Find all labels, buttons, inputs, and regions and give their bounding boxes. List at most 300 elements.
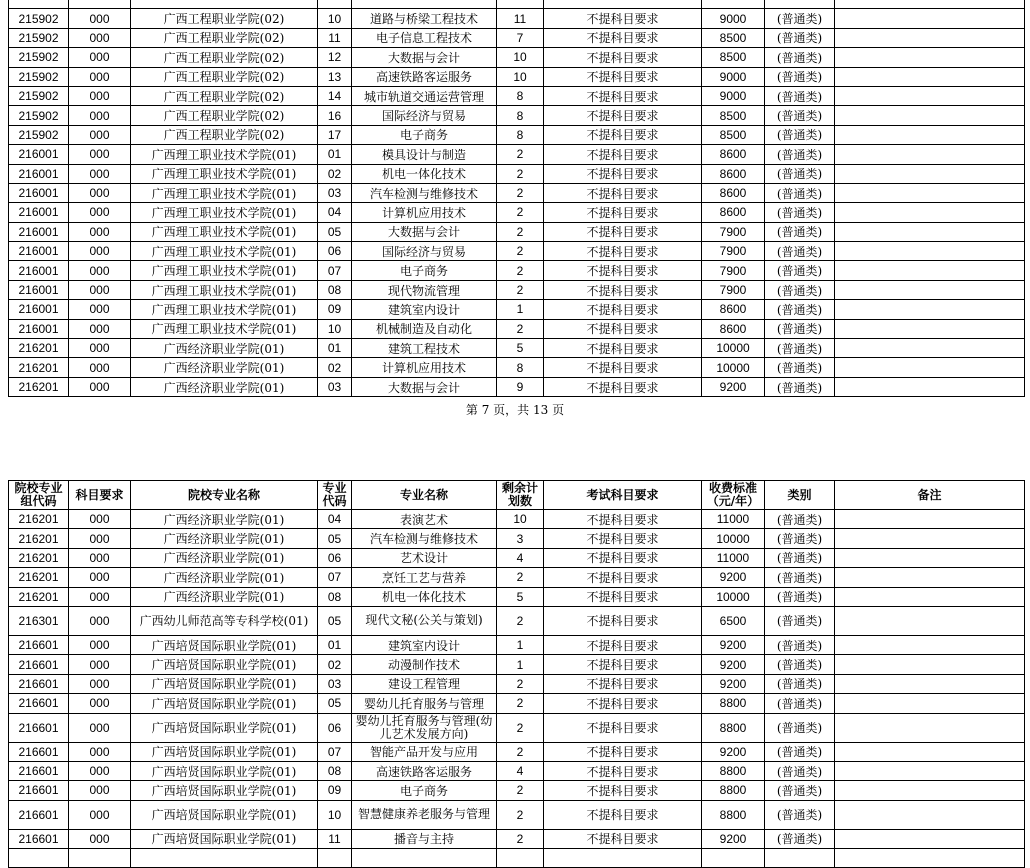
category-cell: (普通类) bbox=[765, 377, 835, 396]
table-row bbox=[9, 222, 1025, 241]
group-code-cell: 216001 bbox=[9, 145, 69, 164]
group-code-cell: 216301 bbox=[9, 606, 69, 635]
major-name-cell: 智慧健康养老服务与管理 bbox=[352, 800, 497, 829]
subject-req-cell: 000 bbox=[69, 203, 131, 222]
exam-req-cell: 不提科目要求 bbox=[544, 242, 702, 261]
school-name-cell: 广西培贤国际职业学院(01) bbox=[131, 713, 318, 742]
major-code-cell: 01 bbox=[318, 145, 352, 164]
remark-cell bbox=[835, 0, 1025, 9]
school-name-cell: 广西培贤国际职业学院(01) bbox=[131, 655, 318, 674]
major-code-cell: 05 bbox=[318, 529, 352, 548]
exam-req-cell: 不提科目要求 bbox=[544, 358, 702, 377]
subject-req-cell: 000 bbox=[69, 568, 131, 587]
subject-req-cell: 000 bbox=[69, 510, 131, 529]
category-cell: (普通类) bbox=[765, 829, 835, 848]
major-code-cell: 14 bbox=[318, 86, 352, 105]
table-row bbox=[9, 510, 1025, 529]
subject-req-cell: 000 bbox=[69, 635, 131, 654]
table-row bbox=[9, 319, 1025, 338]
subject-req-cell: 000 bbox=[69, 694, 131, 713]
group-code-cell: 216001 bbox=[9, 203, 69, 222]
remaining-plan-cell: 2 bbox=[497, 674, 544, 693]
table-row bbox=[9, 635, 1025, 654]
school-name-cell: 广西培贤国际职业学院(01) bbox=[131, 635, 318, 654]
remark-cell bbox=[835, 377, 1025, 396]
category-cell: (普通类) bbox=[765, 568, 835, 587]
major-name-cell: 建筑工程技术 bbox=[352, 339, 497, 358]
header-major-name: 专业名称 bbox=[352, 481, 497, 510]
table-row bbox=[9, 300, 1025, 319]
fee-cell: 10000 bbox=[702, 339, 765, 358]
table-row bbox=[9, 742, 1025, 761]
major-code-cell: 04 bbox=[318, 510, 352, 529]
major-name-cell: 烹饪工艺与营养 bbox=[352, 568, 497, 587]
fee-cell bbox=[702, 0, 765, 9]
remark-cell bbox=[835, 587, 1025, 606]
remaining-plan-cell: 2 bbox=[497, 319, 544, 338]
major-code-cell: 06 bbox=[318, 548, 352, 567]
major-name-cell: 建设工程管理 bbox=[352, 674, 497, 693]
header-group-code: 院校专业组代码 bbox=[9, 481, 69, 510]
major-name-cell: 计算机应用技术 bbox=[352, 203, 497, 222]
remark-cell bbox=[835, 164, 1025, 183]
category-cell: (普通类) bbox=[765, 694, 835, 713]
group-code-cell: 216001 bbox=[9, 242, 69, 261]
major-code-cell: 09 bbox=[318, 781, 352, 800]
table-row bbox=[9, 781, 1025, 800]
school-name-cell: 广西理工职业技术学院(01) bbox=[131, 203, 318, 222]
exam-req-cell: 不提科目要求 bbox=[544, 106, 702, 125]
remaining-plan-cell: 10 bbox=[497, 67, 544, 86]
category-cell: (普通类) bbox=[765, 28, 835, 47]
fee-cell: 9200 bbox=[702, 377, 765, 396]
school-name-cell: 广西工程职业学院(02) bbox=[131, 86, 318, 105]
school-name-cell: 广西理工职业技术学院(01) bbox=[131, 261, 318, 280]
fee-cell: 9200 bbox=[702, 635, 765, 654]
fee-cell: 8500 bbox=[702, 48, 765, 67]
major-code-cell: 03 bbox=[318, 674, 352, 693]
major-code-cell: 09 bbox=[318, 300, 352, 319]
category-cell: (普通类) bbox=[765, 125, 835, 144]
school-name-cell: 广西理工职业技术学院(01) bbox=[131, 280, 318, 299]
major-name-cell: 城市轨道交通运营管理 bbox=[352, 86, 497, 105]
remaining-plan-cell: 2 bbox=[497, 183, 544, 202]
subject-req-cell: 000 bbox=[69, 242, 131, 261]
major-name-cell: 电子商务 bbox=[352, 125, 497, 144]
exam-req-cell: 不提科目要求 bbox=[544, 222, 702, 241]
remark-cell bbox=[835, 548, 1025, 567]
subject-req-cell: 000 bbox=[69, 280, 131, 299]
category-cell: (普通类) bbox=[765, 713, 835, 742]
group-code-cell: 216201 bbox=[9, 587, 69, 606]
major-code-cell: 05 bbox=[318, 222, 352, 241]
fee-cell: 9200 bbox=[702, 674, 765, 693]
subject-req-cell bbox=[69, 849, 131, 868]
header-remaining-plan: 剩余计划数 bbox=[497, 481, 544, 510]
table-row bbox=[9, 548, 1025, 567]
group-code-cell: 216601 bbox=[9, 742, 69, 761]
remaining-plan-cell: 2 bbox=[497, 800, 544, 829]
group-code-cell: 216201 bbox=[9, 548, 69, 567]
school-name-cell: 广西培贤国际职业学院(01) bbox=[131, 829, 318, 848]
fee-cell: 8600 bbox=[702, 183, 765, 202]
major-name-cell: 道路与桥梁工程技术 bbox=[352, 9, 497, 28]
subject-req-cell: 000 bbox=[69, 319, 131, 338]
major-name-cell: 大数据与会计 bbox=[352, 222, 497, 241]
table-row bbox=[9, 164, 1025, 183]
table-row bbox=[9, 694, 1025, 713]
major-name-cell: 机电一体化技术 bbox=[352, 587, 497, 606]
school-name-cell: 广西理工职业技术学院(01) bbox=[131, 145, 318, 164]
fee-cell: 8800 bbox=[702, 800, 765, 829]
category-cell: (普通类) bbox=[765, 587, 835, 606]
category-cell: (普通类) bbox=[765, 261, 835, 280]
remaining-plan-cell: 4 bbox=[497, 548, 544, 567]
major-code-cell: 03 bbox=[318, 183, 352, 202]
subject-req-cell: 000 bbox=[69, 606, 131, 635]
remark-cell bbox=[835, 655, 1025, 674]
category-cell: (普通类) bbox=[765, 358, 835, 377]
category-cell: (普通类) bbox=[765, 800, 835, 829]
category-cell bbox=[765, 849, 835, 868]
remaining-plan-cell: 9 bbox=[497, 377, 544, 396]
subject-req-cell: 000 bbox=[69, 28, 131, 47]
exam-req-cell: 不提科目要求 bbox=[544, 261, 702, 280]
group-code-cell bbox=[9, 0, 69, 9]
category-cell: (普通类) bbox=[765, 242, 835, 261]
remaining-plan-cell: 8 bbox=[497, 86, 544, 105]
remark-cell bbox=[835, 319, 1025, 338]
major-code-cell: 07 bbox=[318, 742, 352, 761]
subject-req-cell: 000 bbox=[69, 183, 131, 202]
table-row bbox=[9, 674, 1025, 693]
group-code-cell: 215902 bbox=[9, 67, 69, 86]
group-code-cell: 215902 bbox=[9, 28, 69, 47]
major-code-cell: 04 bbox=[318, 203, 352, 222]
table-row bbox=[9, 606, 1025, 635]
exam-req-cell: 不提科目要求 bbox=[544, 183, 702, 202]
remaining-plan-cell: 5 bbox=[497, 587, 544, 606]
exam-req-cell: 不提科目要求 bbox=[544, 694, 702, 713]
group-code-cell: 216601 bbox=[9, 655, 69, 674]
school-name-cell: 广西培贤国际职业学院(01) bbox=[131, 761, 318, 780]
exam-req-cell: 不提科目要求 bbox=[544, 713, 702, 742]
category-cell bbox=[765, 0, 835, 9]
fee-cell: 8500 bbox=[702, 125, 765, 144]
remaining-plan-cell: 8 bbox=[497, 106, 544, 125]
fee-cell: 8800 bbox=[702, 781, 765, 800]
remark-cell bbox=[835, 300, 1025, 319]
fee-cell: 9200 bbox=[702, 655, 765, 674]
remark-cell bbox=[835, 9, 1025, 28]
remark-cell bbox=[835, 67, 1025, 86]
major-name-cell: 大数据与会计 bbox=[352, 377, 497, 396]
remaining-plan-cell: 2 bbox=[497, 829, 544, 848]
fee-cell: 11000 bbox=[702, 548, 765, 567]
school-name-cell: 广西经济职业学院(01) bbox=[131, 548, 318, 567]
exam-req-cell: 不提科目要求 bbox=[544, 67, 702, 86]
major-code-cell: 06 bbox=[318, 713, 352, 742]
major-name-cell: 电子商务 bbox=[352, 781, 497, 800]
exam-req-cell: 不提科目要求 bbox=[544, 761, 702, 780]
exam-req-cell: 不提科目要求 bbox=[544, 339, 702, 358]
fee-cell: 7900 bbox=[702, 261, 765, 280]
table-row bbox=[9, 86, 1025, 105]
major-name-cell: 建筑室内设计 bbox=[352, 635, 497, 654]
table-row bbox=[9, 280, 1025, 299]
fee-cell: 8600 bbox=[702, 145, 765, 164]
major-code-cell: 07 bbox=[318, 261, 352, 280]
fee-cell: 10000 bbox=[702, 529, 765, 548]
school-name-cell: 广西培贤国际职业学院(01) bbox=[131, 742, 318, 761]
fee-cell: 10000 bbox=[702, 358, 765, 377]
subject-req-cell: 000 bbox=[69, 300, 131, 319]
major-name-cell: 机电一体化技术 bbox=[352, 164, 497, 183]
table-row bbox=[9, 587, 1025, 606]
remark-cell bbox=[835, 713, 1025, 742]
exam-req-cell bbox=[544, 0, 702, 9]
fee-cell bbox=[702, 849, 765, 868]
remark-cell bbox=[835, 145, 1025, 164]
subject-req-cell: 000 bbox=[69, 548, 131, 567]
major-code-cell: 12 bbox=[318, 48, 352, 67]
school-name-cell bbox=[131, 0, 318, 9]
subject-req-cell: 000 bbox=[69, 674, 131, 693]
remark-cell bbox=[835, 829, 1025, 848]
fee-cell: 9200 bbox=[702, 568, 765, 587]
subject-req-cell: 000 bbox=[69, 800, 131, 829]
remark-cell bbox=[835, 529, 1025, 548]
remaining-plan-cell bbox=[497, 849, 544, 868]
major-name-cell: 建筑室内设计 bbox=[352, 300, 497, 319]
remark-cell bbox=[835, 849, 1025, 868]
school-name-cell: 广西培贤国际职业学院(01) bbox=[131, 674, 318, 693]
category-cell: (普通类) bbox=[765, 48, 835, 67]
group-code-cell: 216001 bbox=[9, 261, 69, 280]
remaining-plan-cell: 8 bbox=[497, 358, 544, 377]
school-name-cell: 广西理工职业技术学院(01) bbox=[131, 300, 318, 319]
remark-cell bbox=[835, 48, 1025, 67]
exam-req-cell: 不提科目要求 bbox=[544, 164, 702, 183]
group-code-cell bbox=[9, 849, 69, 868]
major-name-cell bbox=[352, 849, 497, 868]
remaining-plan-cell: 2 bbox=[497, 694, 544, 713]
exam-req-cell: 不提科目要求 bbox=[544, 125, 702, 144]
remaining-plan-cell: 2 bbox=[497, 713, 544, 742]
group-code-cell: 216601 bbox=[9, 829, 69, 848]
major-name-cell: 婴幼儿托育服务与管理 bbox=[352, 694, 497, 713]
major-code-cell bbox=[318, 0, 352, 9]
exam-req-cell: 不提科目要求 bbox=[544, 529, 702, 548]
category-cell: (普通类) bbox=[765, 548, 835, 567]
remaining-plan-cell: 11 bbox=[497, 9, 544, 28]
remaining-plan-cell: 8 bbox=[497, 125, 544, 144]
school-name-cell: 广西理工职业技术学院(01) bbox=[131, 242, 318, 261]
exam-req-cell: 不提科目要求 bbox=[544, 781, 702, 800]
exam-req-cell: 不提科目要求 bbox=[544, 9, 702, 28]
table-row bbox=[9, 655, 1025, 674]
fee-cell: 8800 bbox=[702, 761, 765, 780]
table-row bbox=[9, 183, 1025, 202]
table-row bbox=[9, 529, 1025, 548]
fee-cell: 7900 bbox=[702, 222, 765, 241]
page-number-footer: 第 7 页，共 13 页 bbox=[465, 403, 565, 417]
remaining-plan-cell: 2 bbox=[497, 222, 544, 241]
major-name-cell: 播音与主持 bbox=[352, 829, 497, 848]
remaining-plan-cell: 2 bbox=[497, 781, 544, 800]
header-school-name: 院校专业名称 bbox=[131, 481, 318, 510]
category-cell: (普通类) bbox=[765, 742, 835, 761]
category-cell: (普通类) bbox=[765, 86, 835, 105]
table-row bbox=[9, 261, 1025, 280]
major-code-cell: 08 bbox=[318, 280, 352, 299]
remark-cell bbox=[835, 86, 1025, 105]
subject-req-cell: 000 bbox=[69, 164, 131, 183]
exam-req-cell: 不提科目要求 bbox=[544, 300, 702, 319]
remark-cell bbox=[835, 28, 1025, 47]
fee-cell: 8600 bbox=[702, 319, 765, 338]
major-name-cell: 汽车检测与维修技术 bbox=[352, 529, 497, 548]
school-name-cell: 广西经济职业学院(01) bbox=[131, 377, 318, 396]
major-name-cell: 电子信息工程技术 bbox=[352, 28, 497, 47]
remaining-plan-cell: 5 bbox=[497, 339, 544, 358]
group-code-cell: 215902 bbox=[9, 48, 69, 67]
exam-req-cell: 不提科目要求 bbox=[544, 587, 702, 606]
remark-cell bbox=[835, 106, 1025, 125]
table-row bbox=[9, 145, 1025, 164]
table-row bbox=[9, 568, 1025, 587]
fee-cell: 6500 bbox=[702, 606, 765, 635]
category-cell: (普通类) bbox=[765, 606, 835, 635]
fee-cell: 9200 bbox=[702, 742, 765, 761]
remark-cell bbox=[835, 339, 1025, 358]
school-name-cell: 广西理工职业技术学院(01) bbox=[131, 319, 318, 338]
category-cell: (普通类) bbox=[765, 9, 835, 28]
remaining-plan-cell: 2 bbox=[497, 164, 544, 183]
group-code-cell: 216201 bbox=[9, 568, 69, 587]
exam-req-cell: 不提科目要求 bbox=[544, 606, 702, 635]
category-cell: (普通类) bbox=[765, 164, 835, 183]
table-row bbox=[9, 0, 1025, 9]
fee-cell: 8600 bbox=[702, 300, 765, 319]
school-name-cell: 广西培贤国际职业学院(01) bbox=[131, 781, 318, 800]
category-cell: (普通类) bbox=[765, 300, 835, 319]
remark-cell bbox=[835, 183, 1025, 202]
major-code-cell: 10 bbox=[318, 800, 352, 829]
fee-cell: 9000 bbox=[702, 67, 765, 86]
subject-req-cell: 000 bbox=[69, 713, 131, 742]
group-code-cell: 215902 bbox=[9, 9, 69, 28]
school-name-cell: 广西经济职业学院(01) bbox=[131, 568, 318, 587]
major-name-cell: 高速铁路客运服务 bbox=[352, 67, 497, 86]
remaining-plan-cell: 2 bbox=[497, 742, 544, 761]
exam-req-cell: 不提科目要求 bbox=[544, 655, 702, 674]
remark-cell bbox=[835, 242, 1025, 261]
fee-cell: 9200 bbox=[702, 829, 765, 848]
table-row bbox=[9, 829, 1025, 848]
category-cell: (普通类) bbox=[765, 145, 835, 164]
header-row bbox=[9, 481, 1025, 510]
subject-req-cell: 000 bbox=[69, 67, 131, 86]
major-code-cell: 08 bbox=[318, 587, 352, 606]
group-code-cell: 216201 bbox=[9, 529, 69, 548]
remark-cell bbox=[835, 358, 1025, 377]
major-code-cell: 17 bbox=[318, 125, 352, 144]
school-name-cell: 广西理工职业技术学院(01) bbox=[131, 222, 318, 241]
header-fee: 收费标准（元/年） bbox=[702, 481, 765, 510]
major-code-cell: 02 bbox=[318, 358, 352, 377]
exam-req-cell bbox=[544, 849, 702, 868]
exam-req-cell: 不提科目要求 bbox=[544, 568, 702, 587]
major-name-cell: 智能产品开发与应用 bbox=[352, 742, 497, 761]
table-row bbox=[9, 242, 1025, 261]
header-subject-req: 科目要求 bbox=[69, 481, 131, 510]
subject-req-cell: 000 bbox=[69, 377, 131, 396]
school-name-cell bbox=[131, 849, 318, 868]
group-code-cell: 216201 bbox=[9, 377, 69, 396]
subject-req-cell: 000 bbox=[69, 655, 131, 674]
fee-cell: 8500 bbox=[702, 28, 765, 47]
admission-table-page7 bbox=[8, 0, 1025, 397]
major-code-cell: 16 bbox=[318, 106, 352, 125]
school-name-cell: 广西经济职业学院(01) bbox=[131, 587, 318, 606]
group-code-cell: 216001 bbox=[9, 183, 69, 202]
fee-cell: 7900 bbox=[702, 280, 765, 299]
group-code-cell: 215902 bbox=[9, 106, 69, 125]
group-code-cell: 216001 bbox=[9, 280, 69, 299]
table-row bbox=[9, 67, 1025, 86]
remark-cell bbox=[835, 694, 1025, 713]
group-code-cell: 215902 bbox=[9, 86, 69, 105]
major-name-cell: 高速铁路客运服务 bbox=[352, 761, 497, 780]
school-name-cell: 广西经济职业学院(01) bbox=[131, 358, 318, 377]
group-code-cell: 216001 bbox=[9, 300, 69, 319]
remark-cell bbox=[835, 800, 1025, 829]
table-row bbox=[9, 125, 1025, 144]
remark-cell bbox=[835, 203, 1025, 222]
admission-table-page8 bbox=[8, 480, 1025, 868]
major-name-cell: 国际经济与贸易 bbox=[352, 106, 497, 125]
remaining-plan-cell: 10 bbox=[497, 48, 544, 67]
subject-req-cell: 000 bbox=[69, 529, 131, 548]
table-row bbox=[9, 849, 1025, 868]
school-name-cell: 广西工程职业学院(02) bbox=[131, 125, 318, 144]
subject-req-cell: 000 bbox=[69, 48, 131, 67]
category-cell: (普通类) bbox=[765, 222, 835, 241]
subject-req-cell: 000 bbox=[69, 587, 131, 606]
major-code-cell: 13 bbox=[318, 67, 352, 86]
remaining-plan-cell: 2 bbox=[497, 145, 544, 164]
remark-cell bbox=[835, 280, 1025, 299]
major-name-cell: 动漫制作技术 bbox=[352, 655, 497, 674]
school-name-cell: 广西工程职业学院(02) bbox=[131, 9, 318, 28]
remaining-plan-cell: 4 bbox=[497, 761, 544, 780]
major-code-cell bbox=[318, 849, 352, 868]
school-name-cell: 广西培贤国际职业学院(01) bbox=[131, 800, 318, 829]
school-name-cell: 广西培贤国际职业学院(01) bbox=[131, 694, 318, 713]
category-cell: (普通类) bbox=[765, 510, 835, 529]
remark-cell bbox=[835, 761, 1025, 780]
group-code-cell: 216601 bbox=[9, 694, 69, 713]
major-name-cell: 表演艺术 bbox=[352, 510, 497, 529]
major-name-cell: 艺术设计 bbox=[352, 548, 497, 567]
remark-cell bbox=[835, 635, 1025, 654]
subject-req-cell: 000 bbox=[69, 9, 131, 28]
subject-req-cell: 000 bbox=[69, 742, 131, 761]
major-name-cell: 国际经济与贸易 bbox=[352, 242, 497, 261]
major-name-cell bbox=[352, 0, 497, 9]
category-cell: (普通类) bbox=[765, 280, 835, 299]
